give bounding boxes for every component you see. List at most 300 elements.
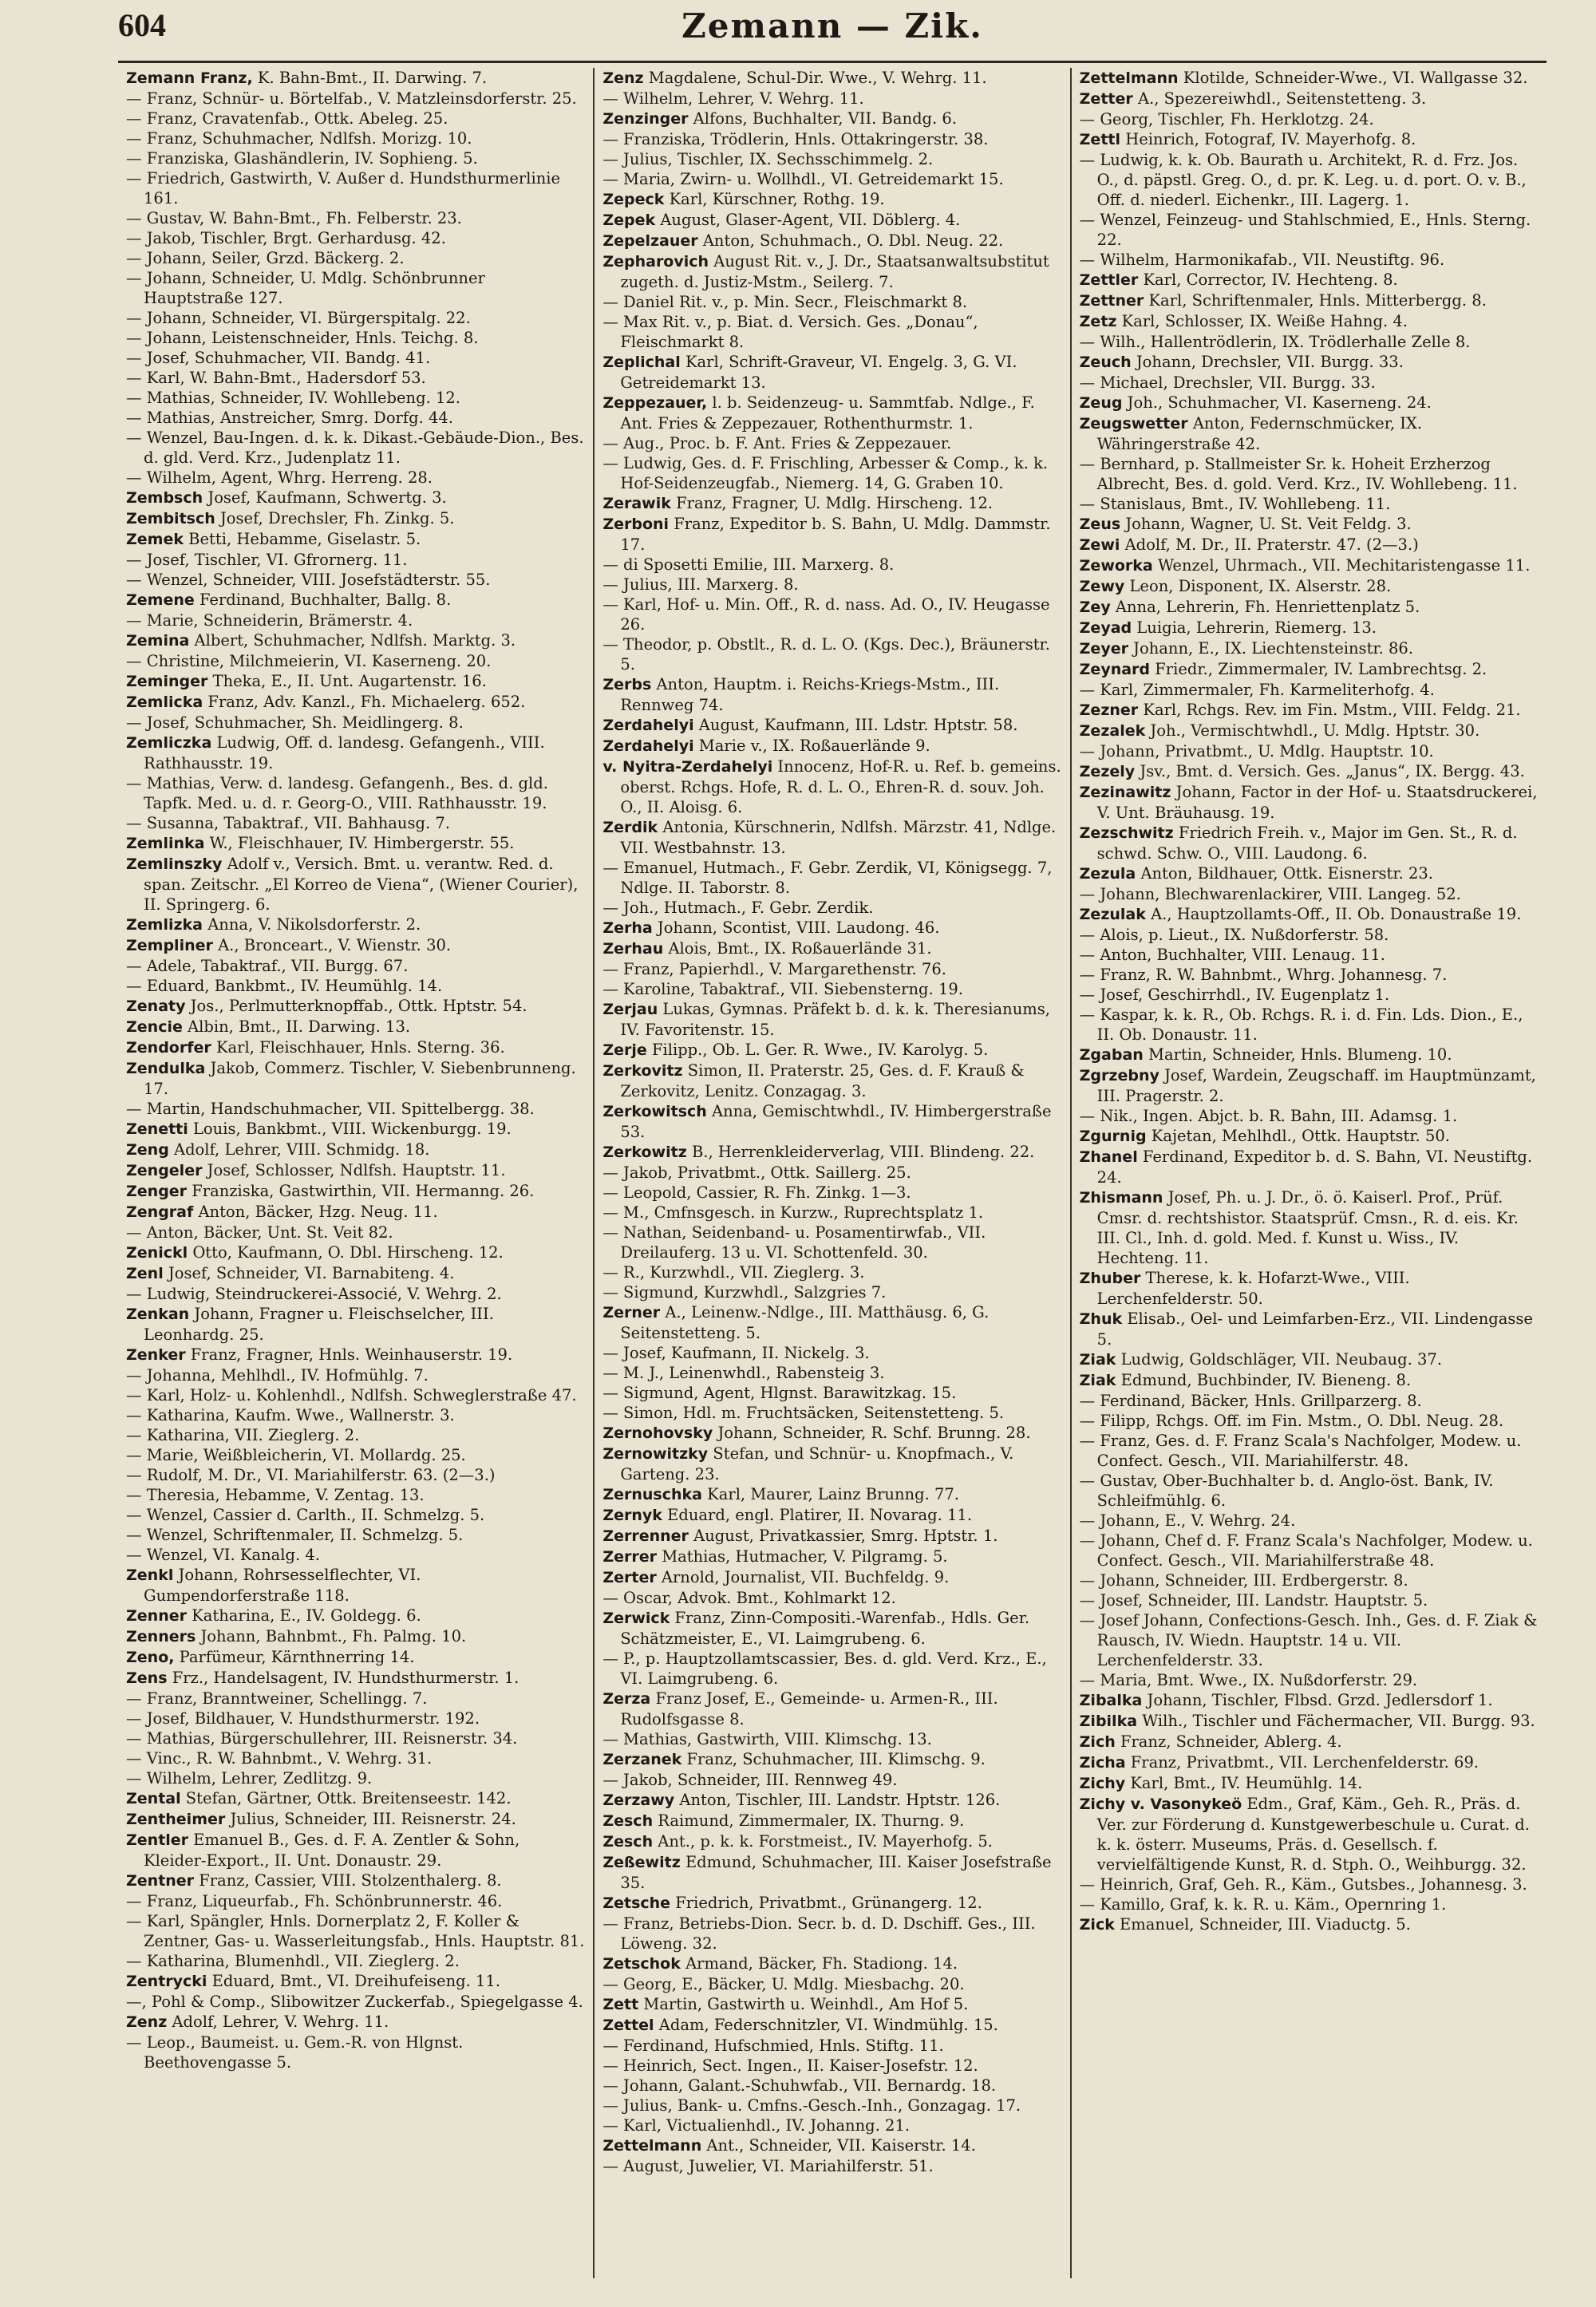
directory-entry bbox=[1080, 1411, 1539, 1431]
entry-surname: Zerner bbox=[602, 1304, 661, 1321]
entry-surname: Zezalek bbox=[1079, 722, 1146, 740]
entry-surname: Zental bbox=[126, 1790, 181, 1807]
entry-details: Martin, Gastwirth u. Weinhdl., Am Hof 5. bbox=[638, 1995, 969, 2013]
directory-entry bbox=[602, 1893, 1061, 1914]
entry-details: — di Sposetti Emilie, III. Marxerg. 8. bbox=[602, 555, 895, 574]
entry-details: — Filipp, Rchgs. Off. im Fin. Mstm., O. Dbl. Neug. 28. bbox=[1079, 1412, 1504, 1430]
entry-details: — Wenzel, Cassier d. Carlth., II. Schmelzg. 5. bbox=[126, 1506, 485, 1524]
entry-surname: Zerkovitz bbox=[602, 1062, 683, 1080]
entry-surname: Zezely bbox=[1079, 763, 1136, 780]
entry-surname: Zenaty bbox=[126, 997, 186, 1015]
entry-surname: Zesch bbox=[602, 1812, 654, 1830]
directory-entry bbox=[602, 2036, 1061, 2056]
entry-surname: Zemlicka bbox=[126, 693, 203, 711]
entry-details: — Daniel Rit. v., p. Min. Secr., Fleischmarkt 8. bbox=[602, 293, 968, 311]
entry-details: — Johann, Seiler, Grzd. Bäckerg. 2. bbox=[126, 249, 405, 267]
entry-details: — Ludwig, Steindruckerei-Associé, V. Wehrg. 2. bbox=[126, 1285, 502, 1303]
directory-entry bbox=[1080, 89, 1539, 109]
entry-details: — Franz, Schuhmacher, Ndlfsh. Morizg. 10. bbox=[126, 129, 472, 148]
directory-entry bbox=[126, 268, 585, 308]
directory-entry bbox=[602, 1282, 1061, 1302]
directory-entry bbox=[126, 1017, 585, 1037]
entry-details: — Karoline, Tabaktraf., VII. Siebensterng. 19. bbox=[602, 980, 963, 998]
directory-entry bbox=[602, 1608, 1061, 1649]
entry-surname: Zibilka bbox=[1079, 1712, 1138, 1730]
directory-entry bbox=[1080, 638, 1539, 659]
directory-entry bbox=[602, 89, 1061, 109]
entry-details: Anton, Hauptm. i. Reichs-Kriegs-Mstm., III. Rennweg 74. bbox=[620, 675, 1000, 714]
directory-entry bbox=[126, 570, 585, 590]
directory-entry bbox=[126, 1160, 585, 1181]
directory-entry bbox=[126, 1119, 585, 1140]
directory-entry bbox=[1080, 1794, 1539, 1874]
directory-entry bbox=[126, 1626, 585, 1647]
directory-entry bbox=[126, 89, 585, 109]
entry-surname: Zerboni bbox=[602, 516, 670, 533]
directory-entry bbox=[126, 408, 585, 428]
entry-details: — Julius, III. Marxerg. 8. bbox=[602, 575, 799, 594]
entry-details: — Mathias, Verw. d. landesg. Gefangenh., Bes. d. gld. Tapfk. Med. u. d. r. Georg-O., VIII. Rathhausstr. 19. bbox=[126, 774, 548, 812]
entry-details: — Johann, Schneider, III. Erdbergerstr. 8. bbox=[1079, 1571, 1408, 1590]
entry-details: Joh., Schuhmacher, VI. Kaserneng. 24. bbox=[1122, 393, 1432, 412]
directory-entry bbox=[1080, 1590, 1539, 1610]
directory-entry bbox=[602, 1484, 1061, 1505]
entry-details: — Julius, Tischler, IX. Sechsschimmelg. 2. bbox=[602, 150, 934, 168]
entry-surname: Zeugswetter bbox=[1079, 415, 1188, 433]
directory-entry bbox=[602, 555, 1061, 575]
directory-entry bbox=[126, 1099, 585, 1119]
directory-entry bbox=[602, 2115, 1061, 2135]
entry-details: Ludwig, Off. d. landesg. Gefangenh., VIII. Rathhausstr. 19. bbox=[144, 733, 545, 772]
directory-entry bbox=[126, 671, 585, 692]
entry-details: Anton, Tischler, III. Landstr. Hptstr. 126. bbox=[674, 1791, 1001, 1809]
entry-surname: Zeng bbox=[126, 1141, 169, 1159]
directory-entry bbox=[126, 733, 585, 773]
directory-entry bbox=[1080, 1894, 1539, 1914]
entry-details: Luigia, Lehrerin, Riemerg. 13. bbox=[1132, 618, 1377, 637]
directory-entry bbox=[602, 2056, 1061, 2076]
directory-entry bbox=[126, 1709, 585, 1728]
entry-details: — Aug., Proc. b. F. Ant. Fries & Zeppezauer. bbox=[602, 434, 952, 452]
entry-details: — Johanna, Mehlhdl., IV. Hofmühlg. 7. bbox=[126, 1366, 429, 1385]
entry-details: Wenzel, Uhrmach., VII. Mechitaristengasse 11. bbox=[1152, 556, 1531, 575]
directory-entry bbox=[602, 189, 1061, 210]
entry-details: — Rudolf, M. Dr., VI. Mariahilferstr. 63. (2—3.) bbox=[126, 1466, 496, 1484]
directory-entry bbox=[1080, 1349, 1539, 1370]
entry-surname: Zeuch bbox=[1079, 354, 1132, 371]
directory-entry bbox=[602, 736, 1061, 756]
entry-details: — Wenzel, VI. Kanalg. 4. bbox=[126, 1546, 320, 1564]
entry-details: Lukas, Gymnas. Präfekt b. d. k. k. Theresianums, IV. Favoritenstr. 15. bbox=[620, 1000, 1050, 1039]
entry-details: Innocenz, Hof-R. u. Ref. b. gemeins. oberst. Rchgs. Hofe, R. d. L. O., Ehren-R. d. souv. Joh. O., II. Aloisg. 6. bbox=[620, 757, 1061, 816]
directory-entry bbox=[602, 1831, 1061, 1852]
directory-entry bbox=[602, 959, 1061, 979]
entry-details: — Eduard, Bankbmt., IV. Heumühlg. 14. bbox=[126, 977, 443, 995]
directory-entry bbox=[602, 2015, 1061, 2036]
directory-entry bbox=[602, 1547, 1061, 1567]
entry-details: — Johann, E., V. Wehrg. 24. bbox=[1079, 1511, 1296, 1530]
directory-entry bbox=[1080, 1732, 1539, 1752]
directory-entry bbox=[602, 393, 1061, 433]
entry-surname: Zerdik bbox=[602, 819, 658, 836]
entry-details: August, Kaufmann, III. Ldstr. Hptstr. 58. bbox=[693, 716, 1018, 734]
entry-details: — Franz, Papierhdl., V. Margarethenstr. 76. bbox=[602, 960, 946, 978]
directory-entry bbox=[126, 590, 585, 610]
entry-surname: Zettelmann bbox=[1079, 69, 1179, 87]
directory-entry bbox=[1080, 454, 1539, 494]
entry-details: Stefan, und Schnür- u. Knopfmach., V. Garteng. 23. bbox=[620, 1444, 1014, 1483]
entry-surname: Zemina bbox=[126, 632, 190, 650]
entry-surname: Zemlinka bbox=[126, 835, 205, 852]
entry-surname: Zerzawy bbox=[602, 1791, 675, 1809]
directory-entry bbox=[126, 1405, 585, 1425]
entry-details: — Mathias, Bürgerschullehrer, III. Reisnerstr. 34. bbox=[126, 1729, 518, 1748]
entry-details: — Franziska, Trödlerin, Hnls. Ottakringerstr. 38. bbox=[602, 130, 989, 148]
directory-entry bbox=[602, 979, 1061, 999]
page-header bbox=[118, 6, 1547, 63]
directory-entry bbox=[126, 1202, 585, 1223]
directory-entry bbox=[602, 129, 1061, 149]
entry-surname: Zepelzauer bbox=[602, 232, 698, 250]
directory-entry bbox=[126, 1037, 585, 1058]
entry-surname: Zepek bbox=[602, 211, 656, 229]
directory-entry bbox=[602, 1953, 1061, 1974]
entry-details: — Sigmund, Kurzwhdl., Salzgries 7. bbox=[602, 1283, 887, 1302]
entry-details: — Mathias, Anstreicher, Smrg. Dorfg. 44. bbox=[126, 409, 453, 427]
entry-surname: Zendulka bbox=[126, 1060, 206, 1077]
directory-entry bbox=[126, 651, 585, 671]
directory-entry bbox=[602, 1423, 1061, 1444]
directory-entry bbox=[602, 999, 1061, 1040]
entry-details: Therese, k. k. Hofarzt-Wwe., VIII. Lerchenfelderstr. 50. bbox=[1096, 1269, 1410, 1308]
entry-details: — Katharina, Kaufm. Wwe., Wallnerstr. 3. bbox=[126, 1406, 455, 1424]
entry-surname: Zesch bbox=[602, 1833, 654, 1851]
entry-details: — Sigmund, Agent, Hlgnst. Barawitzkag. 15. bbox=[602, 1384, 957, 1402]
entry-details: — Heinrich, Sect. Ingen., II. Kaiser-Josefstr. 12. bbox=[602, 2056, 978, 2075]
entry-surname: Zencie bbox=[126, 1018, 183, 1036]
directory-entry bbox=[602, 1811, 1061, 1831]
entry-surname: Zeyad bbox=[1079, 619, 1132, 637]
entry-surname: Zerhau bbox=[602, 940, 664, 958]
entry-details: — M. J., Leinenwhdl., Rabensteig 3. bbox=[602, 1364, 885, 1382]
directory-entry bbox=[602, 231, 1061, 251]
entry-details: l. b. Seidenzeug- u. Sammtfab. Ndlge., F. Ant. Fries & Zeppezauer, Rothenthurmstr. 1. bbox=[620, 393, 1035, 433]
entry-surname: Zettelmann bbox=[602, 2137, 702, 2155]
directory-entry bbox=[602, 68, 1061, 89]
entry-details: Ant., p. k. k. Forstmeist., IV. Mayerhofg. 5. bbox=[653, 1832, 993, 1851]
directory-entry bbox=[126, 1911, 585, 1951]
entry-details: Elisab., Oel- und Leimfarben-Erz., VII. Lindengasse 5. bbox=[1096, 1310, 1533, 1349]
entry-details: — Johann, Privatbmt., U. Mdlg. Hauptstr. 10. bbox=[1079, 742, 1434, 760]
entry-surname: Zeus bbox=[1079, 516, 1121, 533]
entry-details: — Johann, Blechwarenlackirer, VIII. Langeg. 52. bbox=[1079, 885, 1461, 903]
entry-details: Karl, Schriftenmaler, Hnls. Mitterbergg. 8. bbox=[1144, 291, 1487, 310]
running-head: Zemann — Zik. bbox=[681, 6, 983, 45]
entry-details: — Michael, Drechsler, VII. Burgg. 33. bbox=[1079, 373, 1376, 392]
directory-entry bbox=[126, 1485, 585, 1505]
entry-surname: Zerter bbox=[602, 1569, 657, 1586]
entry-details: — Wilhelm, Lehrer, V. Wehrg. 11. bbox=[602, 89, 864, 108]
directory-entry bbox=[126, 208, 585, 228]
directory-entry bbox=[602, 1403, 1061, 1423]
entry-details: Emanuel, Schneider, III. Viaductg. 5. bbox=[1114, 1915, 1411, 1934]
directory-entry bbox=[126, 1385, 585, 1405]
directory-entry bbox=[126, 1565, 585, 1606]
directory-entry bbox=[126, 1345, 585, 1365]
entry-details: — Karl, Zimmermaler, Fh. Karmeliterhofg. 4. bbox=[1079, 681, 1435, 699]
entry-details: — Alois, p. Lieut., IX. Nußdorferstr. 58. bbox=[1079, 926, 1389, 944]
directory-entry bbox=[602, 1142, 1061, 1163]
entry-surname: Zettel bbox=[602, 2017, 654, 2034]
entry-details: — Emanuel, Hutmach., F. Gebr. Zerdik, VI, Königsegg. 7, Ndlge. II. Taborstr. 8. bbox=[602, 859, 1053, 897]
directory-entry bbox=[126, 854, 585, 915]
entry-surname: Zenkan bbox=[126, 1306, 190, 1323]
entry-details: Ferdinand, Buchhalter, Ballg. 8. bbox=[194, 591, 452, 609]
directory-entry bbox=[1080, 352, 1539, 373]
entry-details: Josef, Wardein, Zeugschaff. im Hauptmünzamt, III. Pragerstr. 2. bbox=[1096, 1066, 1536, 1105]
entry-details: — Wilhelm, Lehrer, Zedlitzg. 9. bbox=[126, 1769, 373, 1788]
entry-details: Josef, Drechsler, Fh. Zinkg. 5. bbox=[215, 509, 455, 527]
directory-entry bbox=[1080, 1752, 1539, 1773]
entry-surname: Zerzanek bbox=[602, 1751, 682, 1768]
entry-details: Ludwig, Goldschläger, VII. Neubaug. 37. bbox=[1116, 1350, 1442, 1369]
entry-details: — Johann, Leistenschneider, Hnls. Teichg. 8. bbox=[126, 329, 479, 347]
directory-entry bbox=[126, 1768, 585, 1788]
entry-details: Louis, Bankbmt., VIII. Wickenburgg. 19. bbox=[188, 1120, 512, 1138]
directory-entry bbox=[1080, 985, 1539, 1005]
entry-details: — Karl, Holz- u. Kohlenhdl., Ndlfsh. Schweglerstraße 47. bbox=[126, 1386, 577, 1404]
entry-surname: Zerje bbox=[602, 1041, 647, 1059]
entry-details: Johann, Drechsler, VII. Burgg. 33. bbox=[1131, 353, 1404, 371]
entry-details: — Leop., Baumeist. u. Gem.-R. von Hlgnst. Beethovengasse 5. bbox=[126, 2033, 464, 2072]
directory-entry bbox=[602, 817, 1061, 858]
directory-entry bbox=[126, 2032, 585, 2072]
entry-details: Karl, Bmt., IV. Heumühlg. 14. bbox=[1125, 1774, 1363, 1792]
directory-entry bbox=[602, 514, 1061, 555]
entry-details: — Georg, Tischler, Fh. Herklotzg. 24. bbox=[1079, 110, 1374, 128]
entry-details: — Martin, Handschuhmacher, VII. Spittelbergg. 38. bbox=[126, 1100, 535, 1118]
entry-details: — Gustav, Ober-Buchhalter b. d. Anglo-öst. Bank, IV. Schleifmühlg. 6. bbox=[1079, 1472, 1494, 1510]
entry-details: Heinrich, Fotograf, IV. Mayerhofg. 8. bbox=[1120, 130, 1416, 148]
directory-entry bbox=[1080, 1187, 1539, 1268]
entry-surname: Zich bbox=[1079, 1733, 1116, 1751]
directory-entry bbox=[1080, 1511, 1539, 1531]
entry-details: — Josef, Schneider, III. Landstr. Hauptstr. 5. bbox=[1079, 1591, 1428, 1610]
entry-details: Klotilde, Schneider-Wwe., VI. Wallgasse 32. bbox=[1178, 69, 1528, 87]
entry-details: Josef, Ph. u. J. Dr., ö. ö. Kaiserl. Prof., Prüf. Cmsr. d. rechtshistor. Staatsprüf. Cmsn., R. d. eis. Kr. III. Cl., Inh. d. gold. Med. f. Kunst u. Wiss., IV. Hechteng. 11. bbox=[1096, 1188, 1519, 1267]
directory-entry bbox=[602, 292, 1061, 312]
entry-details: — Jakob, Privatbmt., Ottk. Saillerg. 25. bbox=[602, 1163, 911, 1182]
entry-details: — Johann, Schneider, VI. Bürgerspitalg. 22. bbox=[126, 309, 471, 327]
directory-entry bbox=[1080, 1126, 1539, 1147]
directory-entry bbox=[602, 715, 1061, 736]
directory-entry bbox=[602, 918, 1061, 938]
entry-details: — Joh., Hutmach., F. Gebr. Zerdik. bbox=[602, 899, 874, 917]
entry-details: Arnold, Journalist, VII. Buchfeldg. 9. bbox=[656, 1568, 950, 1586]
entry-details: Johann, Schneider, R. Schf. Brunng. 28. bbox=[713, 1424, 1031, 1442]
directory-entry bbox=[1080, 700, 1539, 721]
entry-details: Anna, V. Nikolsdorferstr. 2. bbox=[203, 915, 421, 934]
entry-details: — Stanislaus, Bmt., IV. Wohllebeng. 11. bbox=[1079, 495, 1391, 513]
directory-entry bbox=[126, 68, 585, 89]
entry-surname: Zeminger bbox=[126, 673, 208, 690]
entry-details: — Wilh., Hallentrödlerin, IX. Trödlerhalle Zelle 8. bbox=[1079, 333, 1471, 351]
entry-details: — Adele, Tabaktraf., VII. Burgg. 67. bbox=[126, 957, 409, 975]
entry-details: Otto, Kaufmann, O. Dbl. Hirscheng. 12. bbox=[188, 1243, 504, 1262]
directory-entry bbox=[602, 312, 1061, 352]
directory-entry bbox=[126, 109, 585, 128]
directory-entry bbox=[126, 428, 585, 468]
entry-surname: Zeplichal bbox=[602, 354, 681, 371]
entry-surname: Zenz bbox=[602, 69, 644, 87]
entry-details: Karl, Fleischhauer, Hnls. Sterng. 36. bbox=[211, 1038, 505, 1057]
entry-details: Magdalene, Schul-Dir. Wwe., V. Wehrg. 11. bbox=[643, 69, 987, 87]
directory-entry bbox=[126, 168, 585, 208]
directory-entry bbox=[126, 833, 585, 854]
entry-surname: Zey bbox=[1079, 598, 1111, 616]
entry-details: — Wenzel, Feinzeug- und Stahlschmied, E., Hnls. Sterng. 22. bbox=[1079, 211, 1531, 249]
entry-details: Alois, Bmt., IX. Roßauerlände 31. bbox=[663, 939, 932, 958]
entry-surname: Zenl bbox=[126, 1265, 164, 1282]
entry-details: Adam, Federschnitzler, VI. Windmühlg. 15. bbox=[654, 2016, 998, 2034]
directory-entry bbox=[1080, 250, 1539, 270]
entry-surname: Zerjau bbox=[602, 1001, 658, 1018]
entry-details: Johann, Fragner u. Fleischselcher, III. Leonhardg. 25. bbox=[144, 1305, 494, 1344]
entry-details: Anton, Bildhauer, Ottk. Eisnerstr. 23. bbox=[1136, 864, 1433, 883]
entry-surname: Zerwick bbox=[602, 1610, 670, 1627]
directory-entry bbox=[602, 453, 1061, 493]
directory-entry bbox=[126, 1465, 585, 1485]
entry-surname: Zichy v. Vasonykeö bbox=[1079, 1795, 1242, 1813]
entry-details: — Kamillo, Graf, k. k. R. u. Käm., Opernring 1. bbox=[1079, 1895, 1447, 1914]
directory-entry bbox=[1080, 965, 1539, 985]
entry-surname: Zemene bbox=[126, 591, 195, 609]
entry-details: Franz Josef, E., Gemeinde- u. Armen-R., III. Rudolfsgasse 8. bbox=[620, 1689, 998, 1728]
entry-surname: Zichy bbox=[1079, 1775, 1126, 1792]
entry-surname: Zens bbox=[126, 1669, 168, 1687]
entry-details: Parfümeur, Kärnthnerring 14. bbox=[174, 1648, 415, 1666]
directory-entry bbox=[602, 2096, 1061, 2115]
directory-entry bbox=[1080, 535, 1539, 555]
directory-entry bbox=[126, 148, 585, 168]
directory-entry bbox=[1080, 1914, 1539, 1935]
directory-entry bbox=[1080, 1690, 1539, 1711]
directory-entry bbox=[126, 2012, 585, 2032]
entry-details: — Gustav, W. Bahn-Bmt., Fh. Felberstr. 23. bbox=[126, 209, 462, 227]
directory-entry bbox=[1080, 659, 1539, 680]
entry-details: — Nathan, Seidenband- u. Posamentirwfab., VII. Dreilauferg. 13 u. VI. Schottenfeld. 30. bbox=[602, 1223, 986, 1262]
directory-entry bbox=[602, 1526, 1061, 1547]
entry-surname: Zerdahelyi bbox=[602, 737, 694, 755]
directory-entry bbox=[1080, 1045, 1539, 1065]
entry-details: — Franz, Ges. d. F. Franz Scala's Nachfolger, Modew. u. Confect. Gesch., VII. Mariahilferstr. 48. bbox=[1079, 1432, 1522, 1470]
entry-surname: Zezner bbox=[1079, 701, 1139, 719]
entry-details: Josef, Schlosser, Ndlfsh. Hauptstr. 11. bbox=[202, 1161, 506, 1179]
directory-entry bbox=[1080, 1711, 1539, 1732]
directory-entry bbox=[1080, 1370, 1539, 1391]
entry-details: Franz, Fragner, U. Mdlg. Hirscheng. 12. bbox=[670, 494, 994, 512]
directory-entry bbox=[126, 1058, 585, 1099]
directory-entry bbox=[602, 1383, 1061, 1403]
directory-entry bbox=[602, 1262, 1061, 1282]
directory-entry bbox=[1080, 721, 1539, 741]
entry-details: Frz., Handelsagent, IV. Hundsthurmerstr. 1. bbox=[167, 1669, 519, 1687]
entry-surname: Zembitsch bbox=[126, 510, 215, 527]
entry-surname: Zenickl bbox=[126, 1244, 188, 1262]
directory-entry bbox=[126, 1181, 585, 1202]
entry-details: — Josef, Schuhmacher, VII. Bandg. 41. bbox=[126, 349, 431, 367]
entry-surname: Zetsche bbox=[602, 1894, 671, 1912]
directory-entry bbox=[602, 674, 1061, 715]
directory-entry bbox=[602, 1770, 1061, 1790]
entry-surname: Zengraf bbox=[126, 1203, 194, 1221]
directory-entry bbox=[126, 630, 585, 651]
entry-details: — Jakob, Schneider, III. Rennweg 49. bbox=[602, 1771, 898, 1789]
entry-details: Franz, Schneider, Ablerg. 4. bbox=[1115, 1732, 1342, 1751]
entry-details: — Anton, Bäcker, Unt. St. Veit 82. bbox=[126, 1223, 393, 1242]
entry-details: Johann, Wagner, U. St. Veit Feldg. 3. bbox=[1120, 515, 1412, 533]
directory-entry bbox=[126, 915, 585, 935]
directory-entry bbox=[126, 1830, 585, 1870]
directory-entry bbox=[1080, 1670, 1539, 1690]
entry-surname: Zerha bbox=[602, 919, 653, 937]
entry-surname: v. Nyitra-Zerdahelyi bbox=[602, 758, 773, 776]
directory-entry bbox=[1080, 863, 1539, 884]
entry-details: — Anton, Buchhalter, VIII. Lenaug. 11. bbox=[1079, 946, 1385, 964]
directory-entry bbox=[1080, 494, 1539, 514]
entry-details: — Maria, Bmt. Wwe., IX. Nußdorferstr. 29. bbox=[1079, 1671, 1418, 1689]
directory-entry bbox=[602, 1163, 1061, 1183]
entry-surname: Zhismann bbox=[1079, 1189, 1163, 1207]
directory-entry bbox=[1080, 1065, 1539, 1106]
entry-details: Kajetan, Mehlhdl., Ottk. Hauptstr. 50. bbox=[1146, 1127, 1450, 1145]
directory-entry bbox=[1080, 1531, 1539, 1570]
directory-entry bbox=[126, 308, 585, 328]
entry-surname: Zenger bbox=[126, 1183, 188, 1200]
directory-entry bbox=[602, 493, 1061, 514]
column-2 bbox=[593, 68, 1069, 2278]
directory-entry bbox=[1080, 884, 1539, 904]
entry-details: A., Hauptzollamts-Off., II. Ob. Donaustraße 19. bbox=[1145, 905, 1522, 923]
entry-details: Johann, Rohrsesselflechter, VI. Gumpendorferstraße 118. bbox=[144, 1566, 421, 1605]
entry-details: Franz, Privatbmt., VII. Lerchenfelderstr. 69. bbox=[1125, 1753, 1479, 1772]
directory-entry bbox=[126, 1647, 585, 1668]
entry-details: Johann, Scontist, VIII. Laudong. 46. bbox=[652, 918, 940, 937]
directory-entry bbox=[1080, 332, 1539, 352]
directory-entry bbox=[1080, 311, 1539, 332]
directory-entry bbox=[602, 1040, 1061, 1061]
directory-entry bbox=[602, 2135, 1061, 2156]
directory-entry bbox=[1080, 597, 1539, 618]
directory-entry bbox=[1080, 1431, 1539, 1471]
entry-surname: Zentler bbox=[126, 1831, 189, 1849]
entry-details: Mathias, Hutmacher, V. Pilgramg. 5. bbox=[657, 1547, 948, 1566]
directory-entry bbox=[1080, 1268, 1539, 1309]
entry-details: — Mathias, Schneider, IV. Wohllebeng. 12. bbox=[126, 389, 461, 407]
entry-details: — Ludwig, Ges. d. F. Frischling, Arbesser & Comp., k. k. Hof-Seidenzeugfab., Niemerg. 14, G. Graben 10. bbox=[602, 454, 1049, 492]
directory-entry bbox=[1080, 1391, 1539, 1411]
entry-surname: Zentrycki bbox=[126, 1973, 207, 1990]
directory-entry bbox=[1080, 210, 1539, 250]
directory-entry bbox=[602, 1852, 1061, 1893]
entry-surname: Zhuber bbox=[1079, 1270, 1141, 1287]
entry-details: — Nik., Ingen. Abjct. b. R. Bahn, III. Adamsg. 1. bbox=[1079, 1107, 1458, 1125]
directory-entry bbox=[126, 1284, 585, 1304]
entry-details: — Ludwig, k. k. Ob. Baurath u. Architekt, R. d. Frz. Jos. O., d. päpstl. Greg. O., d. pr. K. Leg. u. d. port. O. v. B., Off. d. niederl. Eichenkr., III. Lagerg. 1. bbox=[1079, 151, 1527, 209]
directory-entry bbox=[126, 1425, 585, 1445]
directory-entry bbox=[1080, 270, 1539, 290]
entry-surname: Zhuk bbox=[1079, 1310, 1123, 1328]
